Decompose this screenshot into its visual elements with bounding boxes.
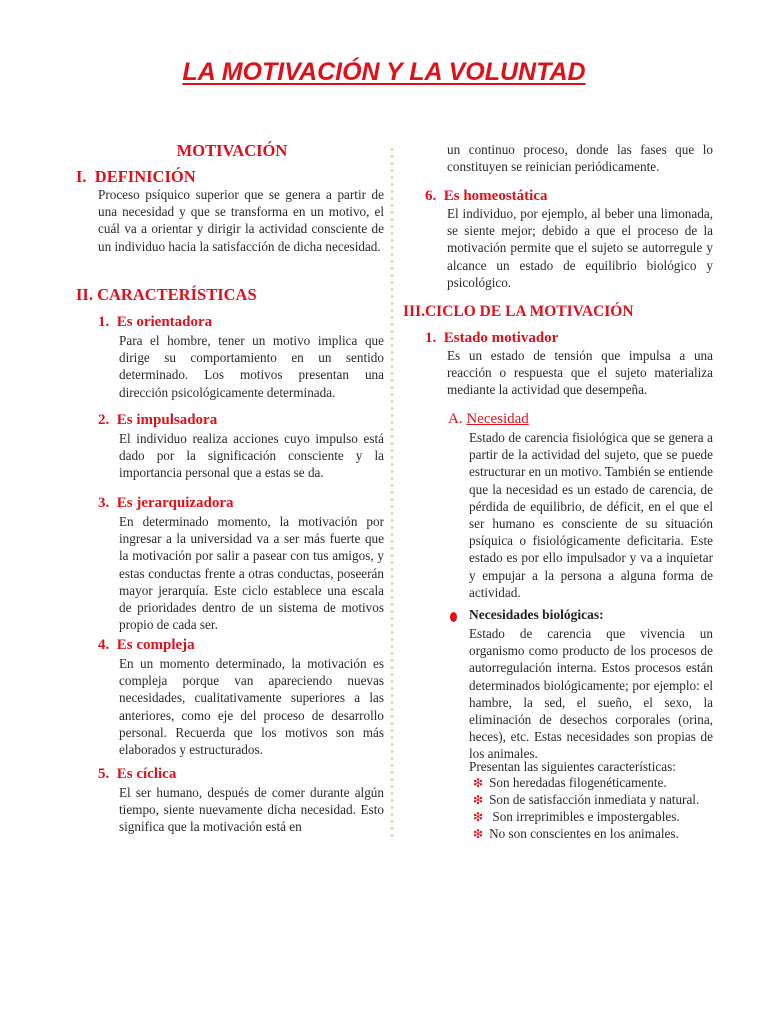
definicion-text: Proceso psíquico superior que se genera a partir de una necesidad y que se transforma en un motivo, el cuál va a orientar y dirigir la actividad consciente de un individuo hacia la satisfacción de dicha necesidad. bbox=[98, 187, 384, 254]
item-compleja-text: En un momento determinado, la motivación es compleja porque van apareciendo nuevas necesidades, cualitativamente superiores a las anteriores, como eje del proceso de desarrollo personal. Recuerda que los motivos son más elaborados y estructurados. bbox=[119, 656, 384, 758]
heading-definicion bbox=[76, 167, 196, 187]
item-ciclica-title bbox=[98, 766, 176, 783]
item-compleja-title bbox=[98, 637, 195, 654]
necesidad-text: Estado de carencia fisiológica que se genera a partir de la actividad del sujeto, que se puede estructurar en un motivo. También se entiende que la necesidad es un estado de carencia, de pérdida de equilibrio, de déficit, en el que el ser humano es consciente de su situación psíquica o fisiológicamente deficitaria. Este estado es por ello impulsador y va a inquietar y empujar a la persona a alguna forma de actividad. bbox=[469, 430, 713, 600]
caracteristicas-intro: Presentan las siguientes características: bbox=[469, 759, 676, 774]
ciclica-continuation-text: un continuo proceso, donde las fases que lo constituyen se reinician periódicamente. bbox=[447, 142, 713, 175]
item-title: Es impulsadora bbox=[116, 412, 218, 428]
caracteristica-item bbox=[473, 826, 679, 842]
caracteristica-item bbox=[473, 809, 680, 825]
item-ciclica-text: El ser humano, después de comer durante algún tiempo, siente nuevamente dicha necesidad. Esto significa que la motivación está en bbox=[119, 785, 384, 835]
item-jerarquizadora-title bbox=[98, 495, 234, 512]
item-title: Es homeostática bbox=[443, 188, 548, 204]
item-orientadora-title bbox=[98, 314, 212, 331]
item-title: Es orientadora bbox=[116, 314, 213, 330]
bullet-icon bbox=[450, 612, 457, 622]
item-number: 2. bbox=[98, 412, 110, 428]
item-number: 4. bbox=[98, 637, 110, 653]
item-letter: A. bbox=[448, 411, 463, 427]
item-title: Necesidad bbox=[466, 411, 529, 427]
necesidad-title bbox=[448, 411, 529, 428]
heading-text: DEFINICIÓN bbox=[94, 167, 196, 186]
item-number: 3. bbox=[98, 495, 110, 511]
item-orientadora-text: Para el hombre, tener un motivo implica que dirige su comportamiento en un sentido determinado. Los motivos presentan una dirección psicológicamente determinada. bbox=[119, 333, 384, 400]
item-jerarquizadora-text: En determinado momento, la motivación por ingresar a la universidad va a ser más fuerte que la motivación por salir a pasear con tus amigos, y estas conductas frente a otras conductas, poseerán mayor jerarquía. Este ciclo establece una escala de prioridades dentro de un sistema de motivos propio de cada ser. bbox=[119, 514, 384, 633]
biologicas-text: Estado de carencia que vivencia un organismo como producto de los procesos de autorregulación interna. Estos procesos están determinados biológicamente; por ejemplo: el hambre, la sed, el sueño, el sexo, la eliminación de desechos corporales (orina, heces), etc. Estas necesidades son propias de los animales. bbox=[469, 626, 713, 762]
heading-number: I. bbox=[76, 167, 87, 186]
item-number: 1. bbox=[98, 314, 110, 330]
star-bullet-icon: ❇ bbox=[473, 776, 484, 790]
item-homeostatica-text: El individuo, por ejemplo, al beber una limonada, se siente mejor; debido a que el proceso de la motivación permite que el sujeto se autorregule y alcance un estado de equilibrio biológico y psicológico. bbox=[447, 206, 713, 290]
heading-number: II. bbox=[76, 285, 93, 304]
item-impulsadora-title bbox=[98, 412, 217, 429]
item-impulsadora-text: El individuo realiza acciones cuyo impulso está dado por la significación consciente y la importancia personal que a estas se da. bbox=[119, 431, 384, 481]
heading-text: CARACTERÍSTICAS bbox=[97, 285, 257, 304]
item-number: 5. bbox=[98, 766, 110, 782]
caracteristica-item bbox=[473, 775, 667, 791]
page-title: LA MOTIVACIÓN Y LA VOLUNTAD bbox=[182, 58, 586, 86]
caracteristica-text: Son heredadas filogenéticamente. bbox=[489, 775, 667, 790]
caracteristica-text: No son conscientes en los animales. bbox=[489, 826, 679, 841]
item-number: 6. bbox=[425, 188, 437, 204]
caracteristica-text: Son irreprimibles e impostergables. bbox=[492, 809, 680, 824]
biologicas-title: Necesidades biológicas: bbox=[469, 607, 604, 622]
item-title: Es cíclica bbox=[116, 766, 177, 782]
item-homeostatica-title bbox=[425, 188, 548, 205]
item-number: 1. bbox=[425, 330, 437, 346]
section-heading-motivacion: MOTIVACIÓN bbox=[176, 141, 288, 160]
item-title: Es compleja bbox=[116, 637, 195, 653]
star-bullet-icon: ❇ bbox=[473, 793, 484, 807]
item-title: Es jerarquizadora bbox=[116, 495, 234, 511]
item-title: Estado motivador bbox=[443, 330, 559, 346]
column-divider bbox=[390, 146, 394, 840]
estado-motivador-text: Es un estado de tensión que impulsa a una reacción o respuesta que el sujeto materializa mediante la actividad que desempeña. bbox=[447, 348, 713, 398]
star-bullet-icon: ❇ bbox=[473, 827, 484, 841]
item-estado-motivador-title bbox=[425, 330, 558, 347]
star-bullet-icon: ❇ bbox=[473, 810, 484, 824]
caracteristica-item bbox=[473, 792, 699, 808]
caracteristica-text: Son de satisfacción inmediata y natural. bbox=[489, 792, 700, 807]
heading-caracteristicas bbox=[76, 285, 257, 305]
heading-ciclo: III.CICLO DE LA MOTIVACIÓN bbox=[403, 303, 634, 320]
